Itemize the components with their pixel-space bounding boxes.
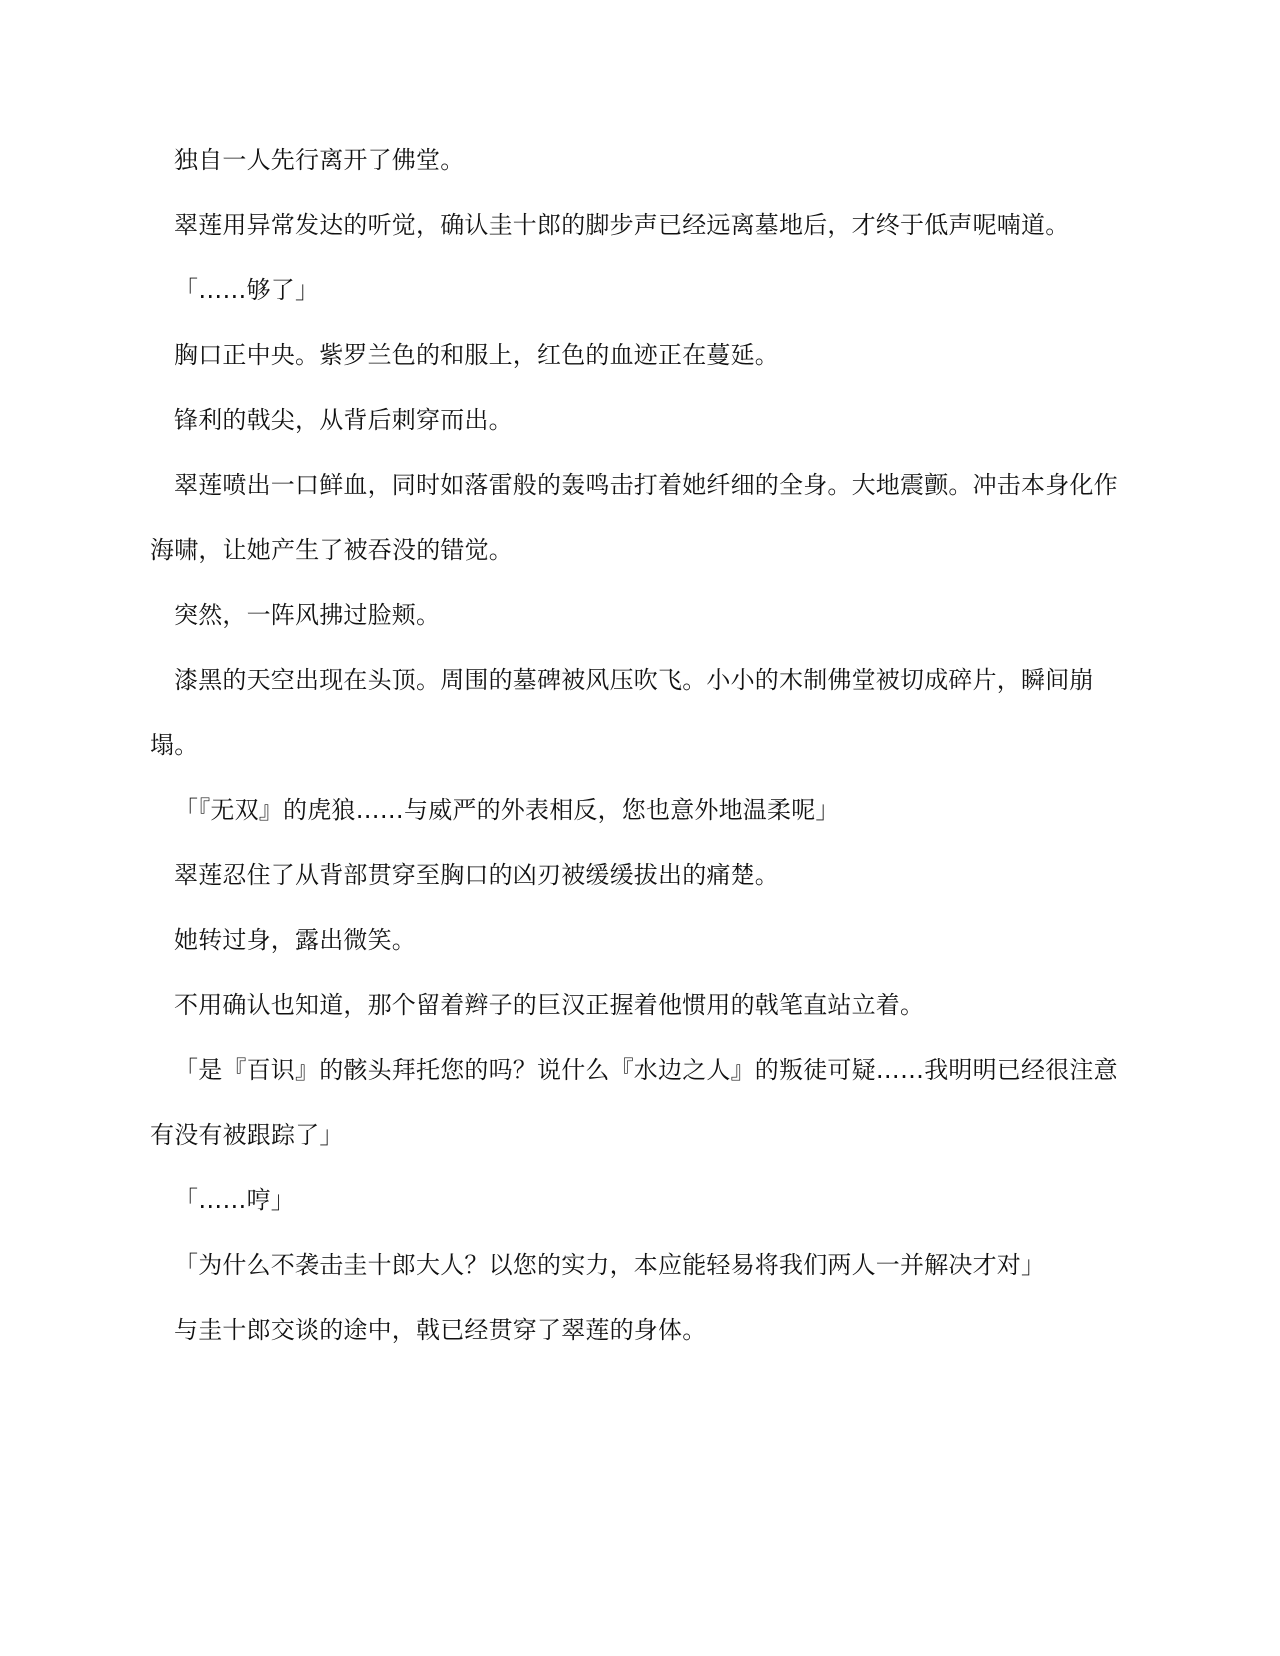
paragraph-2: 翠莲用异常发达的听觉，确认圭十郎的脚步声已经远离墓地后，才终于低声呢喃道。	[174, 211, 1070, 239]
paragraph-9: 「『无双』的虎狼……与威严的外表相反，您也意外地温柔呢」	[174, 796, 840, 824]
paragraph-12: 不用确认也知道，那个留着辫子的巨汉正握着他惯用的戟笔直站立着。	[174, 991, 925, 1019]
paragraph-7: 突然，一阵风拂过脸颊。	[174, 601, 441, 629]
paragraph-11: 她转过身，露出微笑。	[174, 926, 416, 954]
novel-text-body	[150, 144, 1130, 1379]
paragraph-5: 锋利的戟尖，从背后刺穿而出。	[174, 406, 513, 434]
paragraph-14: 「……哼」	[174, 1186, 295, 1214]
paragraph-16: 与圭十郎交谈的途中，戟已经贯穿了翠莲的身体。	[174, 1316, 707, 1344]
paragraph-3: 「……够了」	[174, 276, 320, 304]
paragraph-1: 独自一人先行离开了佛堂。	[174, 146, 465, 174]
paragraph-6: 翠莲喷出一口鲜血，同时如落雷般的轰鸣击打着她纤细的全身。大地震颤。冲击本身化作海啸，让她产生了被吞没的错觉。	[150, 471, 1118, 564]
paragraph-8: 漆黑的天空出现在头顶。周围的墓碑被风压吹飞。小小的木制佛堂被切成碎片，瞬间崩塌。	[150, 666, 1094, 759]
paragraph-15: 「为什么不袭击圭十郎大人？以您的实力，本应能轻易将我们两人一并解决才对」	[174, 1251, 1046, 1279]
paragraph-10: 翠莲忍住了从背部贯穿至胸口的凶刃被缓缓拔出的痛楚。	[174, 861, 779, 889]
paragraph-4: 胸口正中央。紫罗兰色的和服上，红色的血迹正在蔓延。	[174, 341, 779, 369]
paragraph-13: 「是『百识』的骸头拜托您的吗？说什么『水边之人』的叛徒可疑……我明明已经很注意有没有被跟踪了」	[150, 1056, 1118, 1149]
